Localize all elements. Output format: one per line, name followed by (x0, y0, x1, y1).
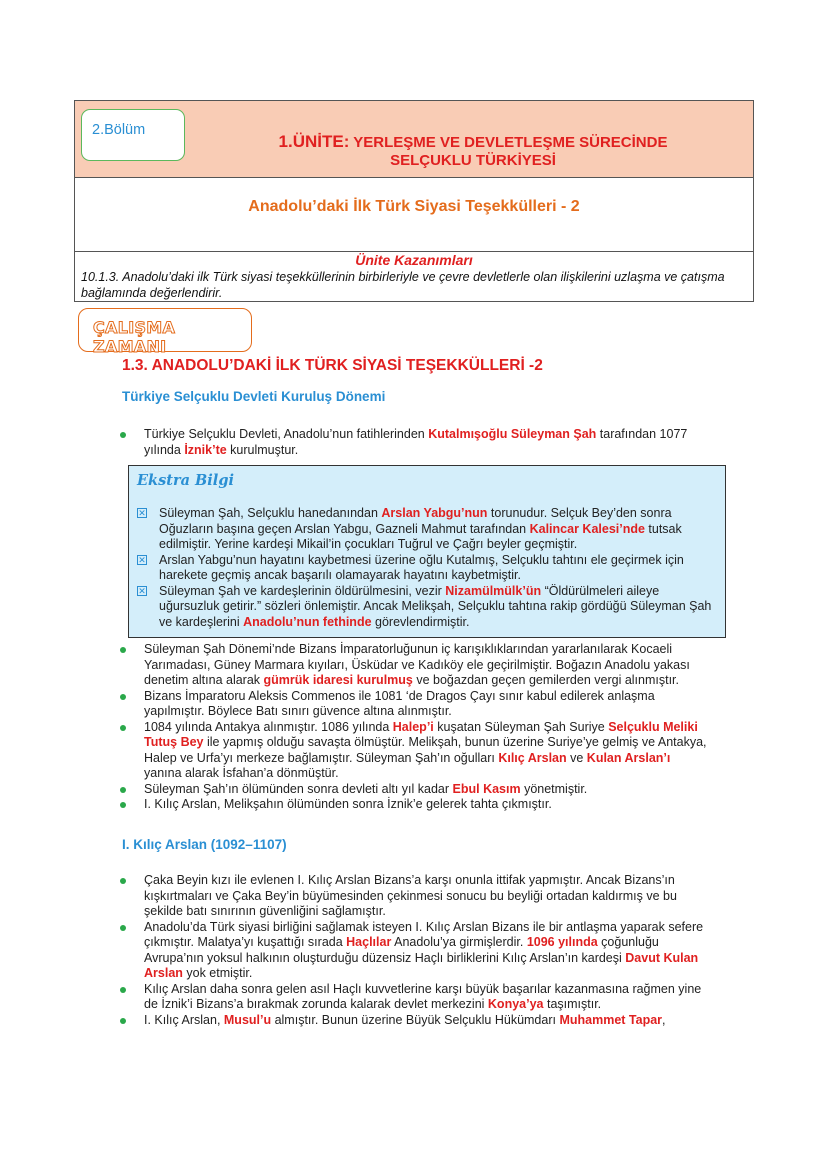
text: kuşatan Süleyman Şah Suriye (433, 719, 609, 734)
extra-info-box (128, 465, 726, 638)
highlight: Ebul Kasım (452, 781, 521, 796)
highlight: Musul’u (223, 1012, 272, 1027)
text: Arslan Yabgu’nun hayatını kaybetmesi üzerine oğlu Kutalmış, Selçuklu tahtını ele geçirmek için harekete geçmiş ancak başarılı olamayarak hayatını kaybetmiştir. (159, 552, 684, 582)
highlight: Muhammet Tapar (559, 1012, 663, 1027)
bullet-list-suleyman (120, 642, 710, 813)
bullet-icon (120, 878, 126, 884)
extra-info-title: Ekstra Bilgi (137, 472, 234, 489)
bullet-list-kilic-arslan (120, 873, 710, 1028)
highlight: Kılıç Arslan (498, 750, 567, 765)
text: Süleyman Şah Dönemi’nde Bizans İmparatorluğunun iç karışıklıklarından yararlanılarak Kocaeli Yarımadası, Güney Marmara kıyıları, Üsküdar ve Kadıköy ele geçirilmiştir. Boğazın Anadolu yakası denetim altına alarak (144, 642, 690, 687)
unit-label: 1.ÜNİTE: (278, 132, 350, 151)
text: I. Kılıç Arslan, Melikşahın ölümünden sonra İznik’e gelerek tahta çıkmıştır. (144, 797, 552, 811)
highlight: gümrük idaresi kurulmuş (263, 673, 413, 687)
text: Süleyman Şah, Selçuklu hanedanından (159, 506, 382, 520)
list-item (137, 506, 713, 553)
subheading-founding: Türkiye Selçuklu Devleti Kuruluş Dönemi (122, 389, 386, 404)
list-item (120, 797, 710, 813)
highlight: Arslan Yabgu’nun (381, 506, 488, 520)
bullet-icon (120, 802, 126, 808)
list-item (137, 553, 713, 584)
highlight: Davut Kulan Arslan (144, 950, 699, 980)
text: tutsak edilmiştir. Yerine kardeşi Mikail’in çocukları Tuğrul ve Çağrı beyler geçmiştir. (159, 521, 682, 551)
bullet-icon (120, 925, 126, 931)
text: yönetmiştir. (520, 781, 588, 796)
highlight: 1096 yılında (526, 935, 598, 949)
list-item (120, 920, 710, 982)
highlight: Kalincar Kalesi’nde (529, 521, 645, 536)
text: Kılıç Arslan daha sonra gelen asıl Haçlı kuvvetlerine karşı büyük başarılar kazanmasına rağmen yine de İznik’i Bizans’a bırakmak zorunda kalarak devlet merkezini (144, 981, 702, 1011)
highlight: Konya’ya (487, 997, 544, 1011)
list-item (137, 584, 713, 631)
text: Türkiye Selçuklu Devleti, Anadolu’nun fatihlerinden (144, 427, 429, 441)
bullet-icon (120, 725, 126, 731)
extra-info-list (137, 506, 713, 630)
text: torunudur. Selçuk Bey’den sonra Oğuzların başına geçen Arslan Yabgu, Gazneli Mahmut tarafından (159, 506, 672, 536)
text: “Öldürülmeleri aileye uğursuzluk getirir.” sözleri önlemiştir. Ancak Melikşah, Selçuklu tahtına rakip gördüğü Süleyman Şah ve kardeşlerini (159, 583, 712, 629)
list-item (120, 1013, 710, 1029)
checkbox-icon: ✕ (138, 554, 146, 565)
list-item (120, 982, 710, 1013)
outcomes-text: 10.1.3. Anadolu’daki ilk Türk siyasi teşekküllerinin birbirleriyle ve çevre devletlerle olan ilişkilerini uzlaşma ve çatışma bağlamında değerlendirir. (81, 270, 725, 300)
unit-header-top (75, 101, 753, 178)
text: Bizans İmparatoru Aleksis Commenos ile 1081 ‘de Dragos Çayı sınır kabul edilerek anlaşma yapılmıştır. Böylece Batı sınırı güvence altına alınmıştır. (144, 688, 655, 718)
bullet-icon (120, 987, 126, 993)
list-item (120, 642, 710, 689)
text: tarafından 1077 yılında (144, 427, 688, 457)
checkbox-icon: ✕ (138, 585, 146, 596)
page-subtitle: Anadolu’daki İlk Türk Siyasi Teşekkülleri - 2 (248, 198, 580, 215)
highlight: Halep’i (392, 719, 434, 734)
text: 1084 yılında Antakya alınmıştır. 1086 yılında (144, 719, 393, 734)
highlight: Kulan Arslan’ı (586, 750, 671, 765)
bullet-icon (120, 694, 126, 700)
highlight: Nizamülmülk’ün (445, 583, 542, 598)
unit-title (233, 133, 713, 170)
list-item (120, 427, 710, 458)
text: Anadolu’da Türk siyasi birliğini sağlamak isteyen I. Kılıç Arslan Bizans ile bir antlaşma yaparak sefere çıkmıştır. Malatya’yı kuşattığı sırada (144, 919, 704, 949)
unit-title-line-1: YERLEŞME VE DEVLETLEŞME SÜRECİNDE (353, 134, 668, 151)
list-item (120, 873, 710, 920)
list-item (120, 720, 710, 782)
text: Süleyman Şah’ın ölümünden sonra devleti altı yıl kadar (144, 781, 453, 796)
text: almıştır. Bunun üzerine Büyük Selçuklu Hükümdarı (271, 1012, 560, 1027)
text: taşımıştır. (543, 997, 602, 1011)
section-badge: 2.Bölüm (81, 109, 185, 161)
text: görevlendirmiştir. (371, 614, 470, 629)
text: çoğunluğu Avrupa’nın yoksul halkının oluşturduğu düzensiz Haçlı birliklerini Kılıç Arslan’ın kardeşi (144, 935, 659, 965)
text: ve boğazdan geçen gemilerden vergi alınmıştır. (412, 673, 680, 687)
highlight: Kutalmışoğlu Süleyman Şah (428, 427, 597, 441)
list-item (120, 689, 710, 720)
text: I. Kılıç Arslan, (144, 1012, 224, 1027)
highlight: Anadolu’nun fethinde (243, 614, 372, 629)
unit-header (74, 100, 754, 302)
highlight: Haçlılar (346, 935, 392, 949)
text: Süleyman Şah ve kardeşlerinin öldürülmesini, vezir (159, 583, 446, 598)
bullet-list-intro (120, 427, 710, 458)
text: Çaka Beyin kızı ile evlenen I. Kılıç Arslan Bizans’a karşı onunla ittifak yapmıştır. Ancak Bizans’ın kışkırtmaları ve Çaka Bey’in büyümesinden çekinmesi sonucu bu beyliği ortadan kaldırmış ve bu şekilde batı sınırının güvenliğini sağlamıştır. (144, 873, 677, 918)
bullet-icon (120, 647, 126, 653)
bullet-icon (120, 1018, 126, 1024)
text: Anadolu’ya girmişlerdir. (391, 935, 527, 949)
bullet-icon (120, 432, 126, 438)
text: kurulmuştur. (226, 442, 299, 457)
checkbox-icon: ✕ (138, 508, 146, 518)
highlight: Selçuklu Meliki Tutuş Bey (144, 719, 698, 749)
study-time-badge (78, 308, 252, 356)
text: ile yapmış olduğu savaşta ölmüştür. Melikşah, bunun üzerine Suriye’ye gelmiş ve Antakya, Halep ve Urfa’yı merkeze bağlamıştır. Süleyman Şah’ın oğulları (144, 735, 707, 765)
text: yok etmiştir. (182, 966, 253, 980)
unit-title-line-2: SELÇUKLU TÜRKİYESİ (390, 152, 556, 169)
highlight: İznik’te (184, 442, 227, 457)
subheading-kilic-arslan: I. Kılıç Arslan (1092–1107) (122, 837, 287, 852)
text: ve (566, 750, 587, 765)
list-item (120, 782, 710, 798)
text: , (662, 1012, 666, 1027)
text: yanına alarak İsfahan’a dönmüştür. (144, 766, 339, 780)
study-time-label: ÇALIŞMA ZAMANI (93, 318, 176, 356)
bullet-icon (120, 787, 126, 793)
outcomes-title: Ünite Kazanımları (355, 252, 473, 268)
section-heading: 1.3. ANADOLU’DAKİ İLK TÜRK SİYASİ TEŞEKKÜLLERİ -2 (122, 357, 543, 374)
